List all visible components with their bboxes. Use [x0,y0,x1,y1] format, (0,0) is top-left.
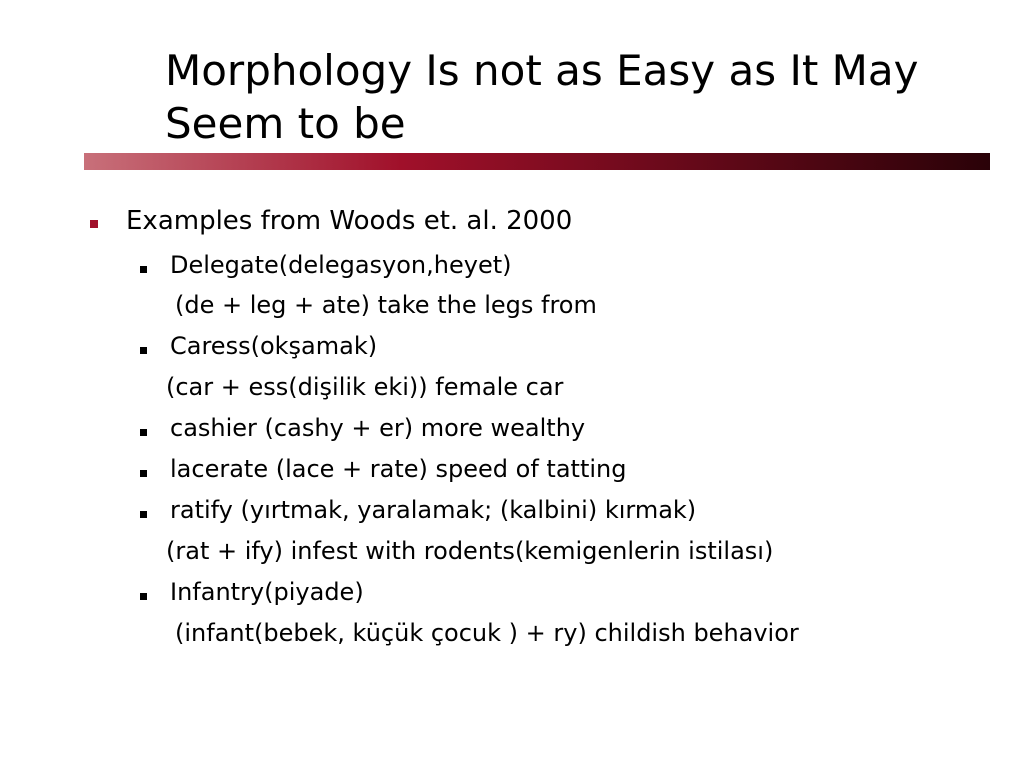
level1-bullet-text: Examples from Woods et. al. 2000 [126,206,573,236]
bullet-icon [140,429,147,436]
list-item-cashier: cashier (cashy + er) more wealthy [170,414,586,442]
list-item-ratify: ratify (yırtmak, yaralamak; (kalbini) kırmak) [170,496,697,524]
list-item-delegate: Delegate(delegasyon,heyet) [170,251,512,279]
list-item-infantry: Infantry(piyade) [170,578,364,606]
list-item-caress: Caress(okşamak) [170,332,378,360]
slide-title: Morphology Is not as Easy as It May Seem to be [165,46,919,148]
list-item-caress-explanation: (car + ess(dişilik eki)) female car [166,373,564,401]
list-item-ratify-explanation: (rat + ify) infest with rodents(kemigenlerin istilası) [166,537,774,565]
bullet-icon [140,470,147,477]
bullet-icon [140,266,147,273]
bullet-icon [140,347,147,354]
list-item-delegate-explanation: (de + leg + ate) take the legs from [175,291,597,319]
bullet-icon [140,593,147,600]
list-item-lacerate: lacerate (lace + rate) speed of tatting [170,455,627,483]
bullet-icon [140,511,147,518]
title-divider [84,153,990,170]
level1-bullet-icon [90,220,98,228]
list-item-infantry-explanation: (infant(bebek, küçük çocuk ) + ry) childish behavior [175,619,799,647]
